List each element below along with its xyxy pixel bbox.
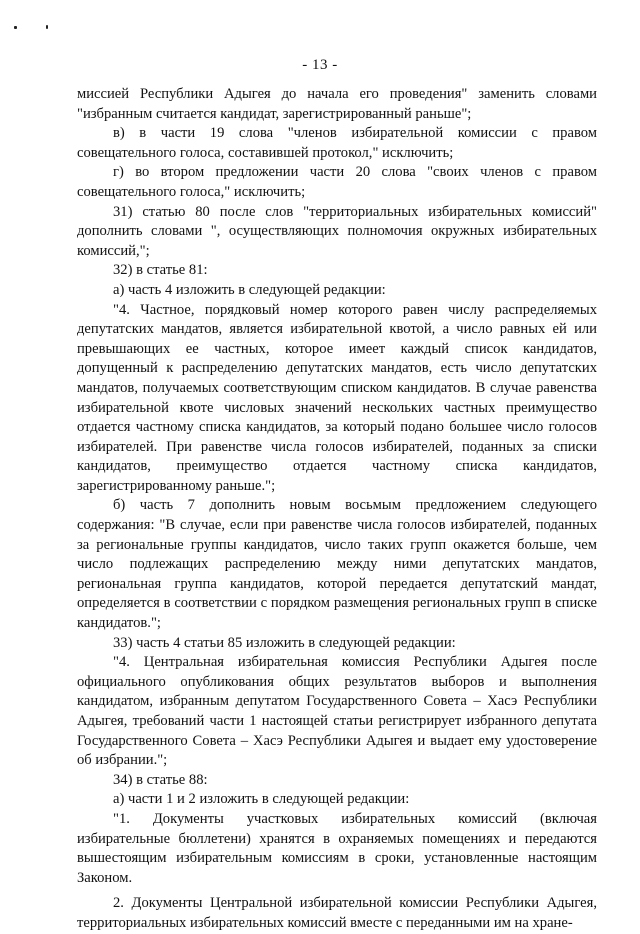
scan-speck <box>14 26 17 29</box>
paragraph: 34) в статье 88: <box>113 771 208 788</box>
paragraph: 32) в статье 81: <box>113 262 208 279</box>
paragraph: а) часть 4 изложить в следующей редакции: <box>113 281 386 298</box>
page-number: - 13 - <box>302 57 338 73</box>
paragraph: миссией Республики Адыгея до начала его проведения" заменить словами "избранным считается кандидат, зарегистрированный раньше"; <box>77 86 597 122</box>
document-body <box>77 85 597 934</box>
paragraph: "4. Центральная избирательная комиссия Республики Адыгея после официального опубликования общих результатов выборов и выполнения кандидатом, избранным депутатом Государственного Совета – Хасэ Республики Адыгея, требований части 1 настоящей статьи регистрирует избранного депутата Государственного Совета – Хасэ Республики Адыгея и выдает ему удостоверение об избрании."; <box>77 654 597 769</box>
paragraph: "4. Частное, порядковый номер которого равен числу распределяемых депутатских мандатов, является избирательной квотой, а число равных ей или превышающих ее частных, которое имеет каждый список кандидатов, допущенный к распределению депутатских мандатов, есть число депутатских мандатов, получаемых соответствующим списком кандидатов. В случае равенства избирательной квоте числовых значений нескольких частных преимущество отдается частному списка кандидатов, за который подано большее число голосов избирателей. При равенстве числа голосов избирателей, поданных за списки кандидатов, преимущество отдается частному списка кандидатов, зарегистрированному раньше."; <box>77 301 597 494</box>
paragraph: 33) часть 4 статьи 85 изложить в следующей редакции: <box>113 634 456 651</box>
paragraph: г) во втором предложении части 20 слова "своих членов с правом совещательного голоса," исключить; <box>77 164 597 200</box>
paragraph: 2. Документы Центральной избирательной комиссии Республики Адыгея, территориальных избирательных комиссий вместе с переданными им на хране- <box>77 895 597 931</box>
paragraph: 31) статью 80 после слов "территориальных избирательных комиссий" дополнить словами ", осуществляющих полномочия окружных избирательных комиссий,"; <box>77 203 597 259</box>
scan-speck <box>46 25 48 29</box>
paragraph: б) часть 7 дополнить новым восьмым предложением следующего содержания: "В случае, если при равенстве числа голосов избирателей, поданных за региональные группы кандидатов, число таких групп окажется больше, чем число подлежащих распределению между ними депутатских мандатов, региональная группа кандидатов, которой передается депутатский мандат, определяется в соответствии с порядком размещения региональных групп в списке кандидатов."; <box>77 497 597 632</box>
paragraph: а) части 1 и 2 изложить в следующей редакции: <box>113 791 410 808</box>
paragraph: в) в части 19 слова "членов избирательной комиссии с правом совещательного голоса, составившей протокол," исключить; <box>77 125 597 161</box>
paragraph: "1. Документы участковых избирательных комиссий (включая избирательные бюллетени) хранятся в охраняемых помещениях и передаются вышестоящим избирательным комиссиям в сроки, установленные настоящим Законом. <box>77 810 597 886</box>
